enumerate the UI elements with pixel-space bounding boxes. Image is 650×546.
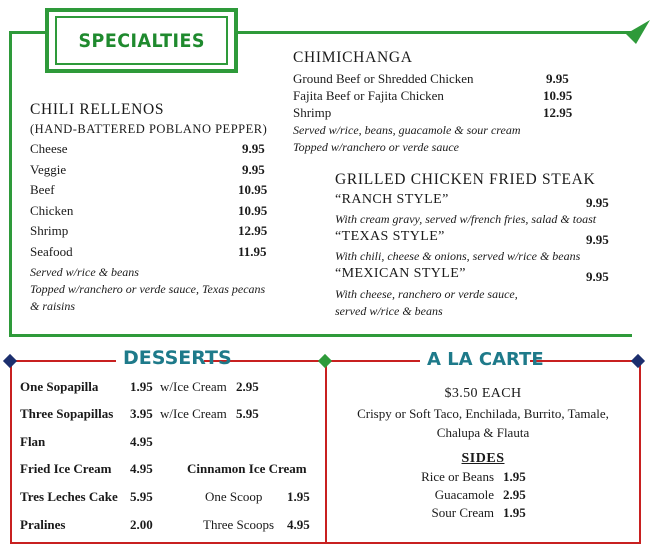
menu-item: Cheese: [30, 141, 68, 156]
dessert-item: Three Sopapillas: [20, 406, 114, 421]
cinnamon-price: 4.95: [287, 517, 310, 532]
style-name: “RANCH STYLE”: [335, 192, 449, 207]
menu-item: Shrimp: [30, 223, 69, 238]
chili-rellenos-heading: CHILI RELLENOS: [30, 101, 165, 118]
menu-price: 10.95: [543, 88, 573, 103]
cinnamon-ice-cream-heading: Cinnamon Ice Cream: [187, 461, 307, 476]
dessert-extra-price: 5.95: [236, 406, 259, 421]
side-item: Sour Cream: [431, 505, 494, 520]
menu-item: Ground Beef or Shredded Chicken: [293, 71, 474, 86]
menu-price: 9.95: [242, 141, 265, 156]
dessert-item: Fried Ice Cream: [20, 461, 112, 476]
cinnamon-option: One Scoop: [205, 489, 263, 504]
a-la-carte-price-line: $3.50 EACH: [444, 386, 522, 401]
menu-price: 9.95: [546, 71, 569, 86]
side-price: 1.95: [503, 469, 526, 484]
chicken-fried-steak-heading: GRILLED CHICKEN FRIED STEAK: [335, 171, 596, 188]
a-la-carte-items: Chalupa & Flauta: [436, 425, 530, 440]
menu-note: With chili, cheese & onions, served w/rice & beans: [335, 249, 581, 263]
menu-price: 9.95: [242, 162, 265, 177]
dessert-price: 1.95: [130, 379, 153, 394]
menu-price: 11.95: [238, 244, 267, 259]
dessert-price: 5.95: [130, 489, 153, 504]
menu-item: Shrimp: [293, 105, 332, 120]
chimichanga-heading: CHIMICHANGA: [293, 49, 413, 66]
menu-note: Served w/rice & beans: [30, 265, 139, 279]
menu-note: Topped w/ranchero or verde sauce: [293, 140, 459, 154]
menu-item: Fajita Beef or Fajita Chicken: [293, 88, 444, 103]
menu-note: served w/rice & beans: [335, 304, 443, 318]
menu-note: Topped w/ranchero or verde sauce, Texas pecans: [30, 282, 266, 296]
style-name: “TEXAS STYLE”: [335, 229, 445, 244]
menu-note: & raisins: [30, 299, 76, 313]
chili-rellenos-subheading: (HAND-BATTERED POBLANO PEPPER): [30, 122, 268, 136]
dessert-item: Pralines: [20, 517, 66, 532]
dessert-extra: w/Ice Cream: [160, 379, 227, 394]
menu-note: With cheese, ranchero or verde sauce,: [335, 287, 518, 301]
dessert-item: Tres Leches Cake: [20, 489, 118, 504]
side-price: 1.95: [503, 505, 526, 520]
sides-heading: SIDES: [461, 451, 505, 466]
dessert-item: One Sopapilla: [20, 379, 99, 394]
menu-price: 10.95: [238, 182, 268, 197]
menu-item: Veggie: [30, 162, 67, 177]
side-item: Rice or Beans: [421, 469, 494, 484]
pennant-flag-icon: [626, 20, 650, 44]
dessert-item: Flan: [20, 434, 46, 449]
menu-item: Chicken: [30, 203, 74, 218]
menu-price: 9.95: [586, 269, 609, 284]
desserts-title: DESSERTS: [123, 347, 232, 369]
menu-price: 12.95: [543, 105, 573, 120]
a-la-carte-items: Crispy or Soft Taco, Enchilada, Burrito, Tamale,: [357, 406, 609, 421]
dessert-extra: w/Ice Cream: [160, 406, 227, 421]
menu-price: 12.95: [238, 223, 268, 238]
menu-item: Seafood: [30, 244, 73, 259]
dessert-extra-price: 2.95: [236, 379, 259, 394]
cinnamon-price: 1.95: [287, 489, 310, 504]
menu-price: 9.95: [586, 195, 609, 210]
side-price: 2.95: [503, 487, 526, 502]
menu-note: With cream gravy, served w/french fries, salad & toast: [335, 212, 597, 226]
side-item: Guacamole: [434, 487, 494, 502]
dessert-price: 3.95: [130, 406, 153, 421]
menu-note: Served w/rice, beans, guacamole & sour cream: [293, 123, 521, 137]
cinnamon-option: Three Scoops: [203, 517, 275, 532]
a-la-carte-title: A LA CARTE: [427, 349, 544, 370]
menu-price: 10.95: [238, 203, 268, 218]
style-name: “MEXICAN STYLE”: [335, 266, 466, 281]
menu-item: Beef: [30, 182, 55, 197]
specialties-title: SPECIALTIES: [78, 29, 205, 52]
dessert-price: 4.95: [130, 434, 153, 449]
dessert-price: 4.95: [130, 461, 153, 476]
specialties-title-panel: [55, 16, 228, 65]
dessert-price: 2.00: [130, 517, 153, 532]
menu-price: 9.95: [586, 232, 609, 247]
